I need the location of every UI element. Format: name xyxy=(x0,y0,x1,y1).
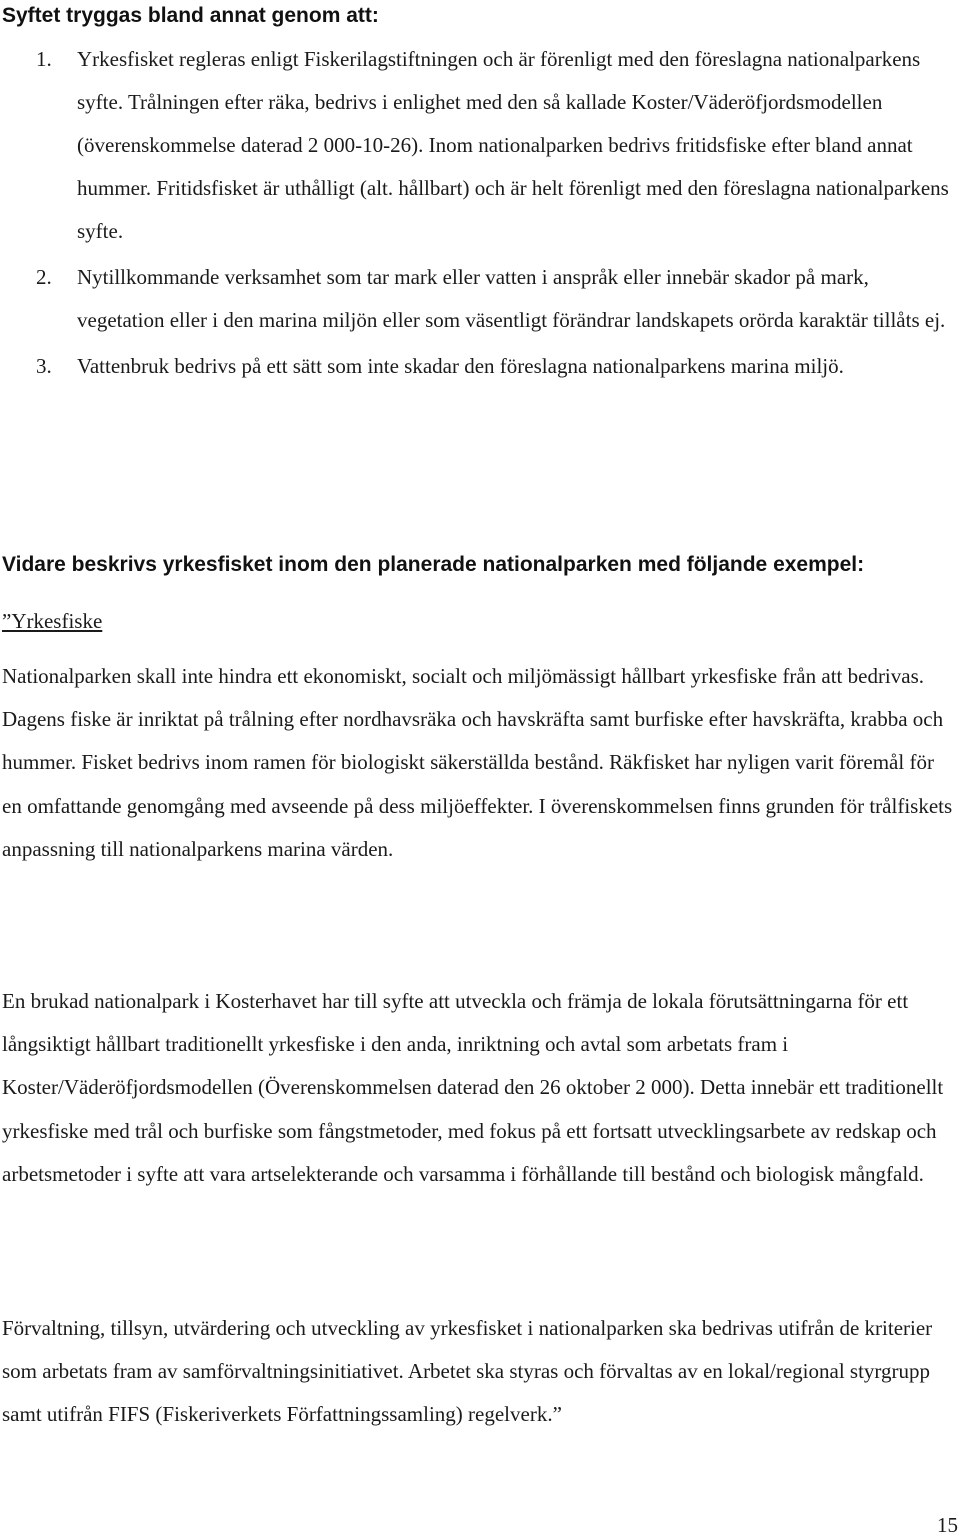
page-number: 15 xyxy=(937,1513,958,1537)
body-paragraph: Nationalparken skall inte hindra ett ekonomiskt, socialt och miljömässigt hållbart yrkesfiske från att bedrivas. Dagens fiske är inriktat på trålning efter nordhavsräka och havskräfta samt burfiske efter havskräfta, krabba och hummer. Fisket bedrivs inom ramen för biologiskt säkerställda bestånd. Räkfisket har nyligen varit föremål för en omfattande genomgång med avseende på dess miljöeffekter. I överenskommelsen finns grunden för trålfiskets anpassning till nationalparkens marina värden. xyxy=(2,664,953,861)
list-item-number: 2. xyxy=(36,265,52,289)
section-heading-examples: Vidare beskrivs yrkesfisket inom den planerade nationalparken med följande exempel: xyxy=(2,553,865,576)
list-item xyxy=(0,256,950,342)
list-item-text: Yrkesfisket regleras enligt Fiskerilagstiftningen och är förenligt med den föreslagna nationalparkens syfte. Trålningen efter räka, bedrivs i enlighet med den så kallade Koster/Väderöfjordsmodellen (överenskommelse daterad 2 000-10-26). Inom nationalparken bedrivs fritidsfiske efter bland annat hummer. Fritidsfisket är uthålligt (alt. hållbart) och är helt förenligt med den föreslagna nationalparkens syfte. xyxy=(77,47,949,243)
list-item-text: Vattenbruk bedrivs på ett sätt som inte skadar den föreslagna nationalparkens marina miljö. xyxy=(77,354,844,378)
body-paragraph: Förvaltning, tillsyn, utvärdering och utveckling av yrkesfisket i nationalparken ska bedrivas utifrån de kriterier som arbetats fram av samförvaltningsinitiativet. Arbetet ska styras och förvaltas av en lokal/regional styrgrupp samt utifrån FIFS (Fiskeriverkets Författningssamling) regelverk.” xyxy=(2,1316,933,1427)
list-item-number: 1. xyxy=(36,47,52,71)
list-item xyxy=(0,345,950,388)
list-item-number: 3. xyxy=(36,354,52,378)
section-heading-purpose: Syftet tryggas bland annat genom att: xyxy=(2,4,379,27)
list-item-text: Nytillkommande verksamhet som tar mark eller vatten i anspråk eller innebär skador på mark, vegetation eller i den marina miljön eller som väsentligt förändrar landskapets orörda karaktär tillåts ej. xyxy=(77,265,946,332)
numbered-list xyxy=(0,38,950,391)
list-item xyxy=(0,38,950,253)
quote-title: ”Yrkesfiske xyxy=(2,609,103,633)
body-paragraph: En brukad nationalpark i Kosterhavet har till syfte att utveckla och främja de lokala förutsättningarna för ett långsiktigt hållbart traditionellt yrkesfiske i den anda, inriktning och avtal som arbetats fram i Koster/Väderöfjordsmodellen (Överenskommelsen daterad den 26 oktober 2 000). Detta innebär ett traditionellt yrkesfiske med trål och burfiske som fångstmetoder, med fokus på ett fortsatt utvecklingsarbete av redskap och arbetsmetoder i syfte att vara artselekterande och varsamma i förhållande till bestånd och biologisk mångfald. xyxy=(2,989,944,1186)
